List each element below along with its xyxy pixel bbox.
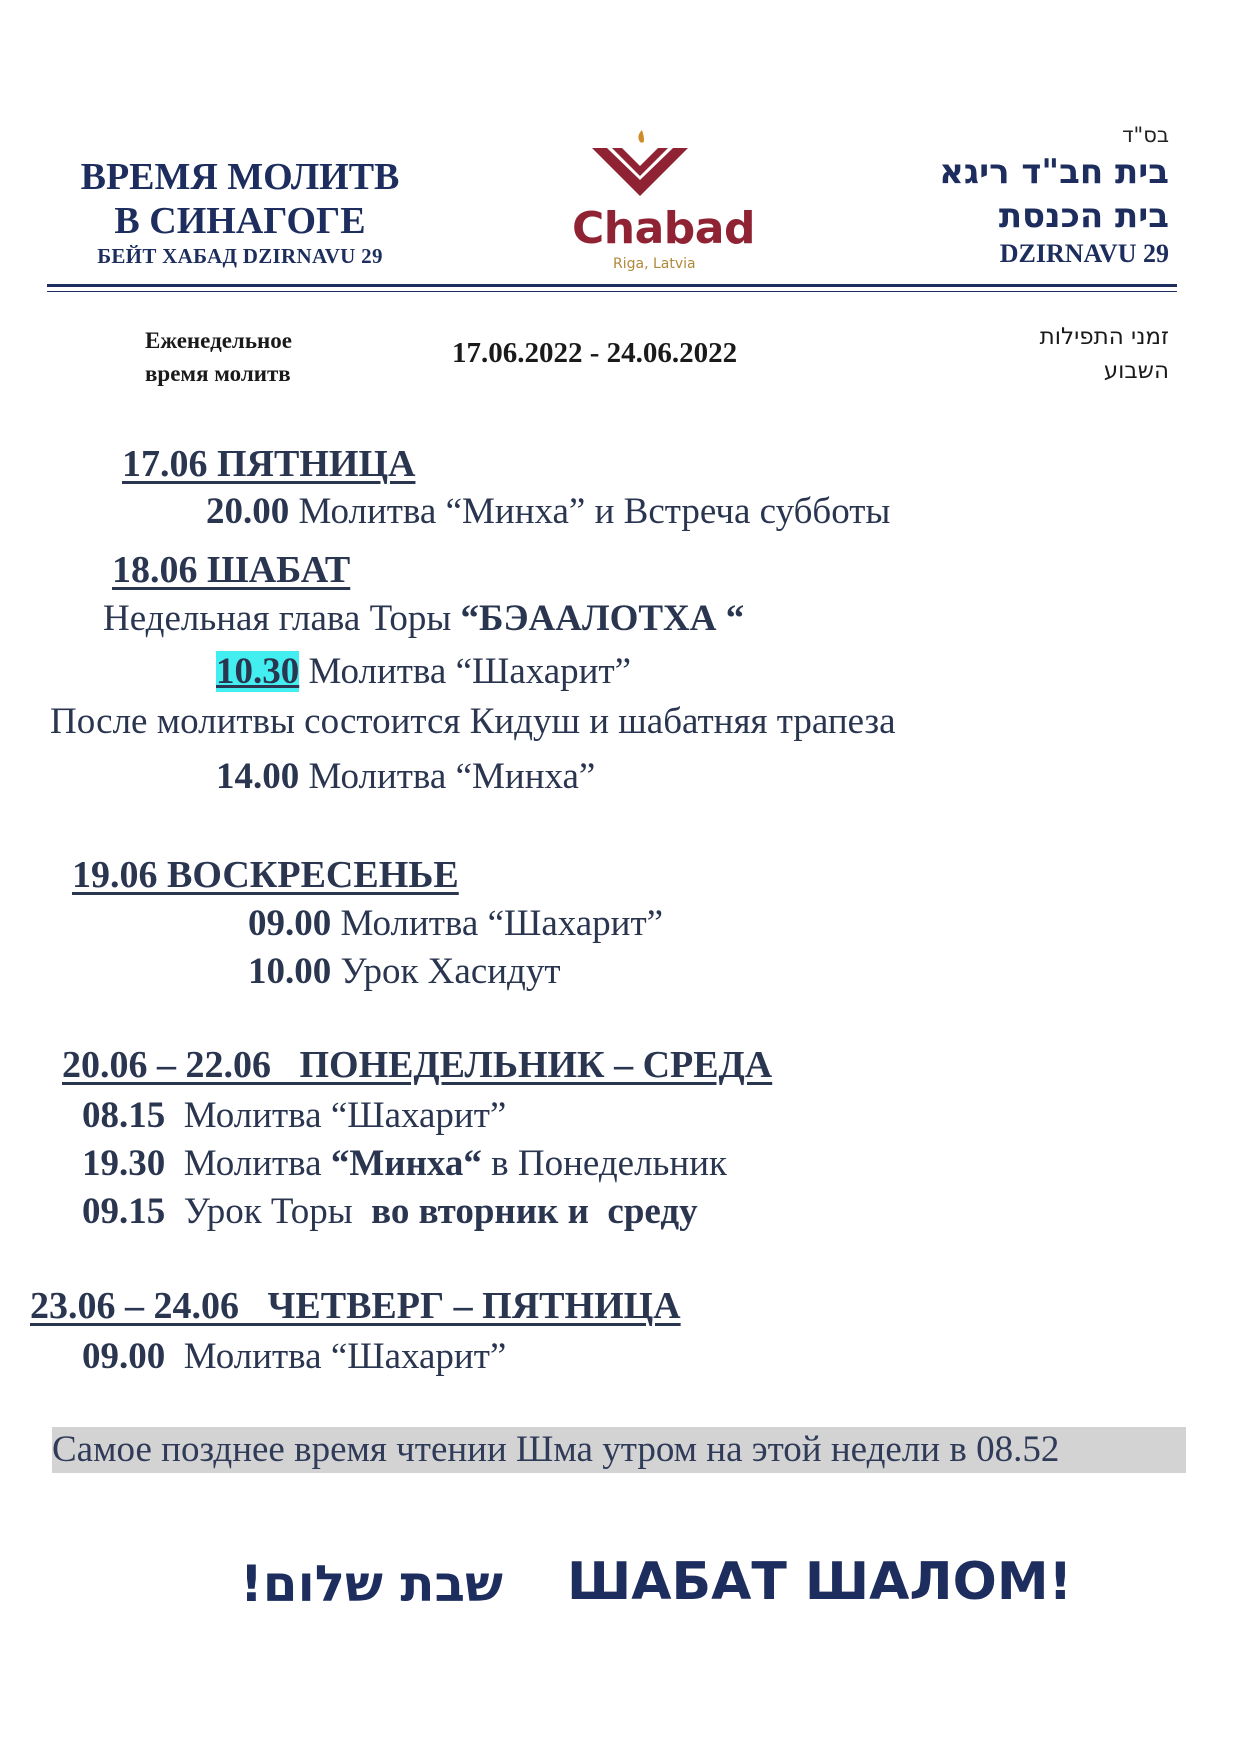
schedule-text: Молитва “Шахарит” (299, 651, 632, 692)
schedule-time: 19.30 (82, 1143, 166, 1184)
parsha-label: Недельная глава Торы (103, 598, 461, 639)
schedule-line (206, 490, 890, 533)
schedule-time-highlighted: 10.30 (216, 651, 300, 692)
schedule-text: Урок Хасидут (331, 951, 561, 992)
schedule-text: Молитва “Минха” и Встреча субботы (289, 491, 891, 532)
schedule-text: Урок Торы (165, 1191, 372, 1232)
chabad-menorah-icon (560, 128, 740, 208)
weekly-label-he-line1: זמני התפילות (1039, 324, 1169, 350)
day-title-thu-fri: 23.06 – 24.06 ЧЕТВЕРГ – ПЯТНИЦА (30, 1285, 681, 1327)
header-title-block (40, 155, 440, 269)
day-title-friday: 17.06 ПЯТНИЦА (122, 443, 416, 485)
header-hebrew-block (939, 120, 1169, 270)
shema-time-note: Самое позднее время чтении Шма утром на этой недели в 08.52 (52, 1427, 1186, 1473)
schedule-time: 09.00 (82, 1336, 166, 1377)
schedule-time: 08.15 (82, 1095, 166, 1136)
header-title-line1: ВРЕМЯ МОЛИТВ (80, 156, 400, 198)
shabbat-shalom-hebrew: שבת שלום! (240, 1555, 503, 1613)
parsha-name: “БЭААЛОТХА “ (460, 598, 745, 639)
schedule-text: Молитва “Шахарит” (165, 1095, 507, 1136)
schedule-text: в Понедельник (481, 1143, 728, 1184)
schedule-text-bold: во вторник и среду (371, 1191, 698, 1232)
schedule-time: 09.15 (82, 1191, 166, 1232)
schedule-line (82, 1190, 698, 1233)
schedule-time: 14.00 (216, 756, 300, 797)
schedule-text: Молитва “Шахарит” (165, 1336, 507, 1377)
day-title-sunday: 19.06 ВОСКРЕСЕНЬЕ (72, 854, 459, 896)
schedule-line (248, 950, 561, 993)
header-hebrew-line2: בית הכנסת (998, 196, 1169, 236)
schedule-time: 09.00 (248, 903, 332, 944)
logo-brand-text: Chabad (572, 203, 755, 254)
schedule-line (82, 1142, 727, 1185)
weekly-label-ru-line2: время молитв (145, 361, 291, 386)
header-bsd: בס"ד (1122, 123, 1169, 147)
schedule-text-bold: “Минха“ (330, 1143, 482, 1184)
weekly-label-he-line2: השבוע (1103, 358, 1169, 384)
weekly-label-ru-line1: Еженедельное (145, 328, 292, 353)
header-address: БЕЙТ ХАБАД DZIRNAVU 29 (97, 244, 383, 268)
header-divider-thin (47, 291, 1177, 292)
shabbat-shalom-russian: ШАБАТ ШАЛОМ! (567, 1552, 1073, 1612)
header-hebrew-address: DZIRNAVU 29 (999, 239, 1169, 268)
weekly-label-ru (145, 324, 292, 390)
schedule-line (82, 1094, 506, 1137)
chabad-logo (560, 128, 755, 278)
schedule-line (82, 1335, 506, 1378)
header-divider (47, 284, 1177, 287)
schedule-text: Молитва (165, 1143, 331, 1184)
kiddush-note: После молитвы состоится Кидуш и шабатняя трапеза (50, 701, 896, 742)
weekly-label-he (1040, 320, 1169, 388)
schedule-line (248, 902, 663, 945)
day-title-mon-wed: 20.06 – 22.06 ПОНЕДЕЛЬНИК – СРЕДА (62, 1044, 773, 1086)
logo-subtitle: Riga, Latvia (613, 256, 696, 272)
day-title-shabbat: 18.06 ШАБАТ (112, 549, 351, 591)
schedule-text: Молитва “Шахарит” (331, 903, 664, 944)
schedule-time: 20.00 (206, 491, 290, 532)
header-hebrew-line1: בית חב"ד ריגא (939, 152, 1169, 192)
date-range: 17.06.2022 - 24.06.2022 (452, 337, 738, 369)
schedule-time: 10.00 (248, 951, 332, 992)
parsha-line (103, 597, 744, 640)
schedule-line (216, 755, 595, 798)
schedule-line (216, 650, 631, 693)
header-title-line2: В СИНАГОГЕ (114, 200, 366, 242)
schedule-text: Молитва “Минха” (299, 756, 596, 797)
